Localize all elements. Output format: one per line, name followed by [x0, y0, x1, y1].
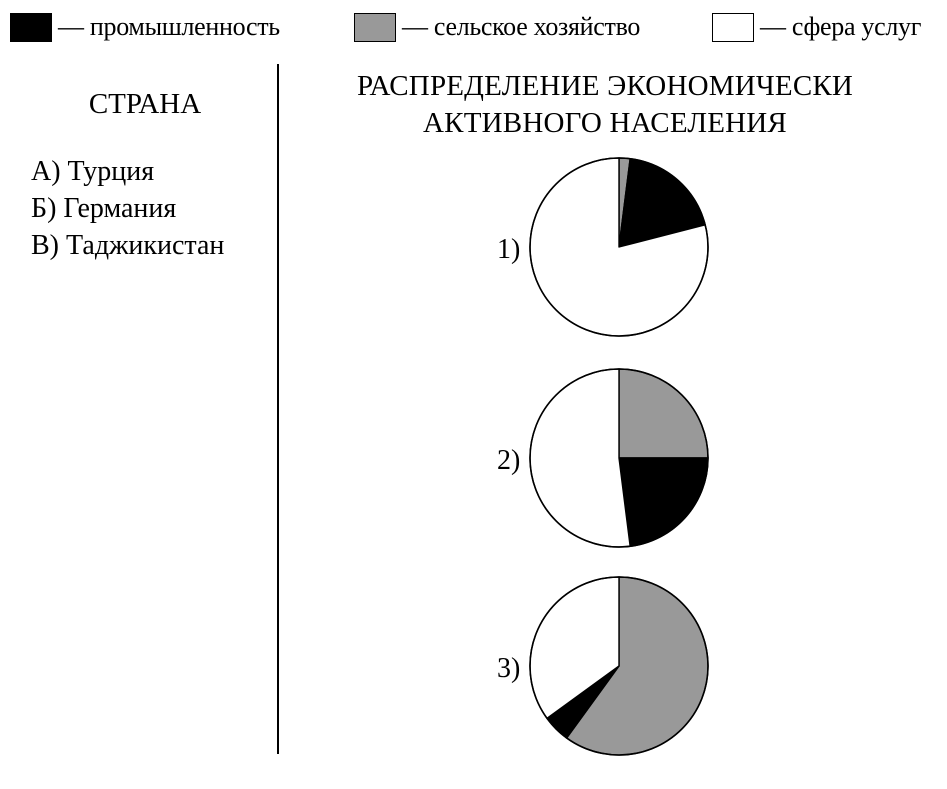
- pie-chart-3: [497, 577, 708, 755]
- legend-label-industry: — промышленность: [58, 12, 280, 41]
- chart-title-line-1: РАСПРЕДЕЛЕНИЕ ЭКОНОМИЧЕСКИ: [356, 70, 854, 102]
- legend-label-services: — сфера услуг: [760, 12, 922, 41]
- country-heading: СТРАНА: [88, 88, 202, 120]
- country-item-a: А) Турция: [31, 156, 155, 187]
- pie-2-slice-agriculture: [619, 369, 708, 458]
- pie-chart-1: [497, 158, 708, 336]
- country-item-b: Б) Германия: [31, 193, 177, 224]
- pie-chart-2: [497, 369, 708, 547]
- country-item-c: В) Таджикистан: [31, 230, 225, 261]
- pie-3-label: 3): [497, 653, 521, 684]
- pie-2-slice-services: [530, 369, 630, 547]
- pie-2-slice-industry: [619, 458, 708, 546]
- legend-label-agriculture: — сельское хозяйство: [402, 12, 641, 41]
- chart-title-line-2: АКТИВНОГО НАСЕЛЕНИЯ: [423, 107, 787, 139]
- pie-1-label: 1): [497, 234, 521, 265]
- pie-2-label: 2): [497, 445, 521, 476]
